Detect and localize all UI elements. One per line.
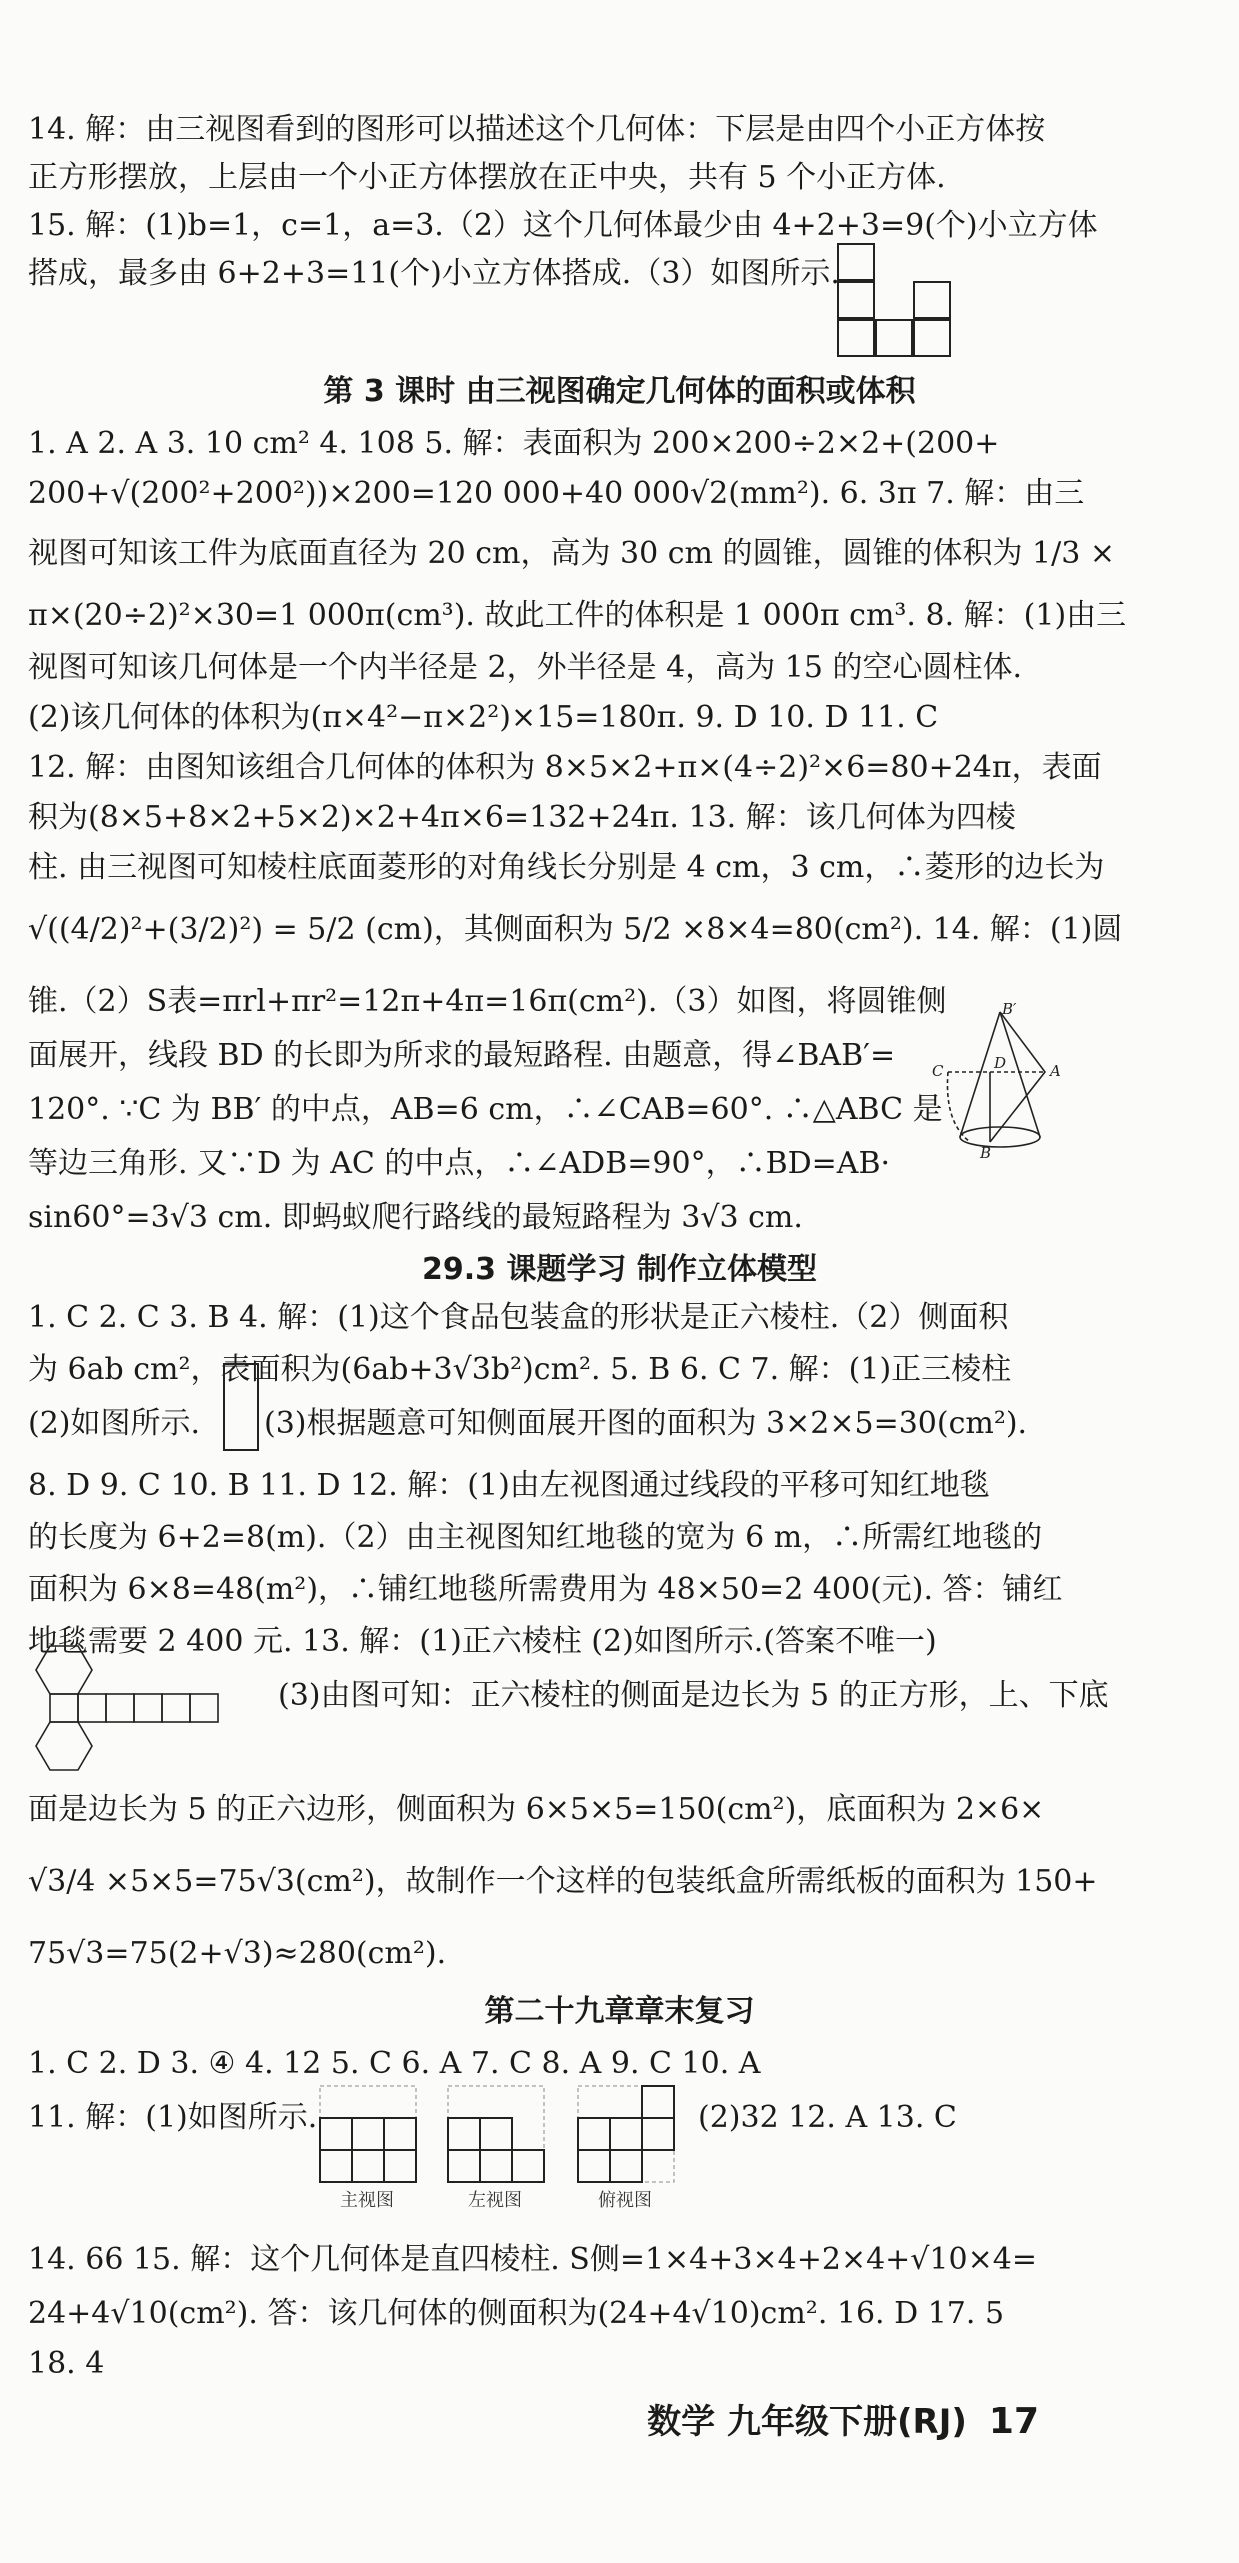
text-line: 为 6ab cm²，表面积为(6ab+3√3b²)cm². 5. B 6. C 7. 解：(1)正三棱柱 (28, 1352, 1012, 1387)
text-line: (3)根据题意可知侧面展开图的面积为 3×2×5=30(cm²). (264, 1406, 1028, 1441)
text-line: (2)如图所示. (28, 1406, 201, 1441)
front-view-caption: 主视图 (340, 2190, 394, 2211)
text-line: 24+4√10(cm²). 答：该几何体的侧面积为(24+4√10)cm². 16. D 17. 5 (28, 2296, 1005, 2331)
section-heading: 第二十九章章末复习 (484, 1994, 755, 2029)
text-line: 15. 解：(1)b=1，c=1，a=3.（2）这个几何体最少由 4+2+3=9(个)小立方体 (28, 208, 1098, 243)
section-heading: 29.3 课题学习 制作立体模型 (422, 1252, 817, 1287)
text-line: (2)该几何体的体积为(π×4²−π×2²)×15=180π. 9. D 10. D 11. C (28, 700, 939, 735)
cone-label: B′ (1002, 1002, 1017, 1018)
text-line: 8. D 9. C 10. B 11. D 12. 解：(1)由左视图通过线段的平移可知红地毯 (28, 1468, 990, 1503)
text-line: 11. 解：(1)如图所示. (28, 2100, 318, 2135)
text-line: 1. A 2. A 3. 10 cm² 4. 108 5. 解：表面积为 200×200÷2×2+(200+ (28, 426, 1000, 461)
text-line: 正方形摆放，上层由一个小正方体摆放在正中央，共有 5 个小正方体. (28, 160, 946, 195)
text-line: 12. 解：由图知该组合几何体的体积为 8×5×2+π×(4÷2)²×6=80+24π，表面 (28, 750, 1102, 785)
text-line: 面展开，线段 BD 的长即为所求的最短路程. 由题意，得∠BAB′= (28, 1038, 896, 1073)
left-view-caption: 左视图 (468, 2190, 522, 2211)
text-line: 视图可知该工件为底面直径为 20 cm，高为 30 cm 的圆锥，圆锥的体积为 1/3 × (28, 536, 1116, 571)
top-view-figure (576, 2084, 680, 2194)
text-line: 积为(8×5+8×2+5×2)×2+4π×6=132+24π. 13. 解：该几何体为四棱 (28, 800, 1016, 835)
text-line: 等边三角形. 又∵D 为 AC 的中点，∴∠ADB=90°，∴BD=AB· (28, 1146, 891, 1181)
text-line: √((4/2)²+(3/2)²) = 5/2 (cm)，其侧面积为 5/2 ×8×4=80(cm²). 14. 解：(1)圆 (28, 912, 1123, 947)
text-line: (3)由图可知：正六棱柱的侧面是边长为 5 的正方形，上、下底 (278, 1678, 1109, 1713)
text-line: π×(20÷2)²×30=1 000π(cm³). 故此工件的体积是 1 000π cm³. 8. 解：(1)由三 (28, 598, 1127, 633)
section-heading: 第 3 课时 由三视图确定几何体的面积或体积 (323, 374, 916, 409)
hexagonal-prism-net-figure (30, 1640, 250, 1790)
text-line: 120°. ∵C 为 BB′ 的中点，AB=6 cm，∴∠CAB=60°. ∴△ABC 是 (28, 1092, 943, 1127)
cone-label: D (994, 1054, 1007, 1072)
text-line: 锥.（2）S表=πrl+πr²=12π+4π=16π(cm²).（3）如图，将圆锥侧 (28, 984, 947, 1019)
cube-views-figure (836, 242, 976, 362)
text-line: 1. C 2. C 3. B 4. 解：(1)这个食品包装盒的形状是正六棱柱.（2）侧面积 (28, 1300, 1009, 1335)
text-line: 面是边长为 5 的正六边形，侧面积为 6×5×5=150(cm²)，底面积为 2×6× (28, 1792, 1045, 1827)
page-number: 17 (988, 2401, 1039, 2442)
text-line: 面积为 6×8=48(m²)，∴铺红地毯所需费用为 48×50=2 400(元). 答：铺红 (28, 1572, 1063, 1607)
text-line: 搭成，最多由 6+2+3=11(个)小立方体搭成.（3）如图所示. (28, 256, 840, 291)
text-line: 柱. 由三视图可知棱柱底面菱形的对角线长分别是 4 cm，3 cm，∴菱形的边长为 (28, 850, 1105, 885)
cone-label: A (1050, 1062, 1061, 1080)
page-footer (647, 2400, 1039, 2444)
text-line: 地毯需要 2 400 元. 13. 解：(1)正六棱柱 (2)如图所示.(答案不唯一) (28, 1624, 937, 1659)
text-line: √3/4 ×5×5=75√3(cm²)，故制作一个这样的包装纸盒所需纸板的面积为 150+ (28, 1864, 1098, 1899)
front-view-figure (318, 2084, 422, 2194)
text-line: (2)32 12. A 13. C (698, 2100, 957, 2135)
text-line: 14. 66 15. 解：这个几何体是直四棱柱. S侧=1×4+3×4+2×4+√10×4= (28, 2242, 1037, 2277)
text-line: 14. 解：由三视图看到的图形可以描述这个几何体：下层是由四个小正方体按 (28, 112, 1046, 147)
top-view-caption: 俯视图 (598, 2190, 652, 2211)
cone-label: B (980, 1144, 992, 1162)
text-line: 200+√(200²+200²))×200=120 000+40 000√2(mm²). 6. 3π 7. 解：由三 (28, 476, 1085, 511)
rectangle-net-figure (222, 1362, 262, 1454)
footer-subject: 数学 九年级下册(RJ) (647, 2402, 967, 2442)
cone-figure (930, 1002, 1100, 1162)
text-line: 视图可知该几何体是一个内半径是 2，外半径是 4，高为 15 的空心圆柱体. (28, 650, 1023, 685)
cone-label: C (932, 1062, 944, 1080)
left-view-figure (446, 2084, 550, 2194)
text-line: 18. 4 (28, 2346, 105, 2381)
text-line: 75√3=75(2+√3)≈280(cm²). (28, 1936, 447, 1971)
text-line: 的长度为 6+2=8(m).（2）由主视图知红地毯的宽为 6 m，∴所需红地毯的 (28, 1520, 1043, 1555)
text-line: sin60°=3√3 cm. 即蚂蚁爬行路线的最短路程为 3√3 cm. (28, 1200, 803, 1235)
text-line: 1. C 2. D 3. ④ 4. 12 5. C 6. A 7. C 8. A 9. C 10. A (28, 2046, 761, 2081)
